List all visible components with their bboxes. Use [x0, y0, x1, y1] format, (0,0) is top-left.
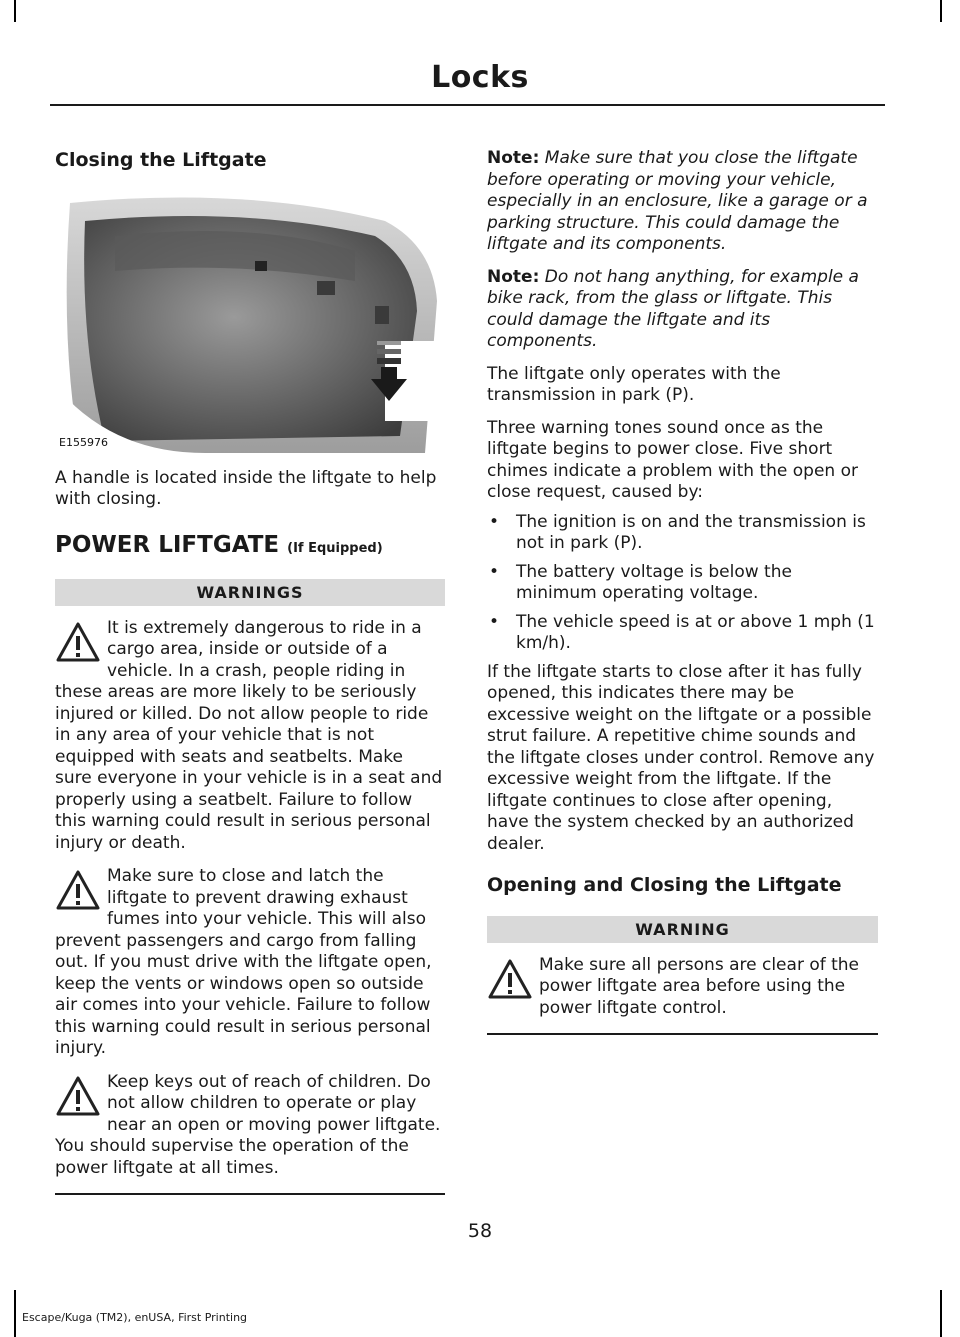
warning-item [55, 866, 445, 1060]
tones-paragraph: Three warning tones sound once as the liftgate begins to power close. Five short chimes indicate a problem with the open or close request, caused by: [487, 417, 858, 502]
note-label: Note: [487, 148, 540, 168]
note-text: Make sure that you close the liftgate before operating or moving your vehicle, especially in an enclosure, like a garage or a parking structure. This could damage the liftgate and its components. [487, 148, 868, 254]
crop-mark [940, 0, 942, 22]
bullet-marker: • [489, 611, 500, 632]
liftgate-handle-illustration [55, 191, 445, 453]
warning-triangle-icon [55, 620, 101, 666]
list-item: • The battery voltage is below the minimum operating voltage. [489, 561, 792, 603]
bullet-marker: • [489, 561, 500, 582]
note-label: Note: [487, 266, 540, 287]
closing-liftgate-heading: Closing the Liftgate [55, 149, 267, 171]
power-liftgate-heading [55, 531, 445, 561]
crop-mark [940, 1290, 942, 1337]
warnings-header: WARNINGS [55, 579, 445, 606]
if-equipped-label: (If Equipped) [287, 540, 383, 556]
warning-text: Keep keys out of reach of children. Do not allow children to operate or play near an open or moving power liftgate. You should supervise the operation of the power liftgate at all times. [55, 1071, 441, 1178]
warning-text: Make sure to close and latch the liftgate to prevent drawing exhaust fumes into your vehicle. This will also prevent passengers and cargo from falling out. If you must drive with the liftgate open, keep the vents or windows open so outside air comes into your vehicle. Failure to follow this warning could result in serious personal injury. [55, 866, 432, 1059]
left-column [55, 140, 445, 1195]
crop-mark [14, 0, 16, 22]
list-item: • The ignition is on and the transmission is not in park (P). [489, 511, 866, 553]
figure-code: E155976 [59, 435, 108, 449]
park-paragraph: The liftgate only operates with the transmission in park (P). [487, 363, 781, 405]
handle-paragraph: A handle is located inside the liftgate to help with closing. [55, 467, 437, 510]
note-bike-rack [487, 267, 878, 353]
warning-item [55, 1072, 445, 1180]
right-column [487, 140, 878, 1035]
warning-header: WARNING [487, 916, 878, 943]
page-number: 58 [467, 1220, 493, 1242]
warning-triangle-icon [55, 868, 101, 914]
list-item: • The vehicle speed is at or above 1 mph (1 km/h). [489, 611, 875, 653]
warning-triangle-icon [487, 957, 533, 1003]
warning-triangle-icon [55, 1074, 101, 1120]
warning-text: It is extremely dangerous to ride in a cargo area, inside or outside of a vehicle. In a crash, people riding in these areas are more likely to be seriously injured or killed. Do not allow people to ride in any area of your vehicle that is not equipped with seats and seatbelts. Make sure everyone in your vehicle is in a seat and properly using a seatbelt. Failure to follow this warning could result in serious personal injury or death. [55, 617, 443, 853]
page-title: Locks [431, 60, 529, 95]
crop-mark [14, 1290, 16, 1337]
bullet-marker: • [489, 511, 500, 532]
power-liftgate-title: POWER LIFTGATE [55, 531, 280, 558]
warning-item [55, 618, 445, 855]
strut-paragraph: If the liftgate starts to close after it has fully opened, this indicates there may be excessive weight on the liftgate or a possible strut failure. A repetitive chime sounds and the liftgate closes under control. Remove any excessive weight from the liftgate. If the liftgate continues to close after opening, have the system checked by an authorized dealer. [487, 661, 875, 854]
footer-text: Escape/Kuga (TM2), enUSA, First Printing [22, 1311, 248, 1324]
note-text: Do not hang anything, for example a bike rack, from the glass or liftgate. This could damage the liftgate and its components. [487, 266, 859, 351]
note-close-liftgate [487, 148, 878, 256]
header-divider [50, 104, 885, 106]
warning-text: Make sure all persons are clear of the power liftgate area before using the power liftgate control. [539, 954, 860, 1018]
opening-closing-heading: Opening and Closing the Liftgate [487, 874, 842, 896]
conditions-list [487, 512, 878, 655]
warning-item [487, 955, 878, 1020]
warning-end-rule [487, 1033, 878, 1035]
warnings-end-rule [55, 1193, 445, 1195]
